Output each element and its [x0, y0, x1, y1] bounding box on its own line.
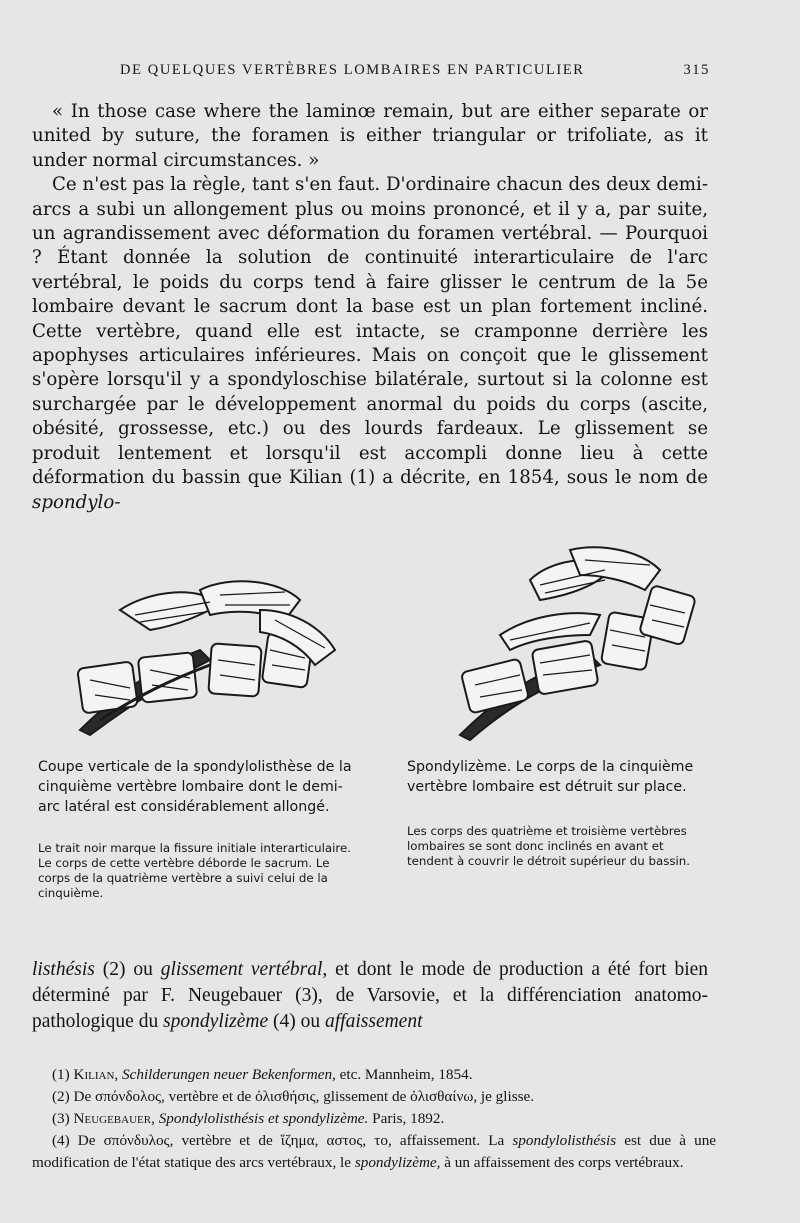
- italic-term-spondylo: spondylo-: [32, 491, 121, 513]
- quote-paragraph: « In those case where the laminœ remain, but are either separate or united by suture, the foramen is either triangular or trifoliate, as it under normal circumstances. »: [32, 101, 708, 171]
- footnote-3-number: (3): [52, 1110, 70, 1127]
- figure-spondylizeme: [440, 545, 710, 745]
- footnote-1: [32, 1064, 716, 1086]
- italic-listhesis: listhésis: [32, 959, 95, 980]
- main-paragraph: [32, 173, 708, 515]
- footnote-4-a: (4) De σπόνδυλος, vertèbre et de ἵζημα, αστος, το, affaissement. La: [52, 1132, 505, 1149]
- left-caption-main: Coupe verticale de la spondylolisthèse de la cinquième vertèbre lombaire dont le demi-arc latéral est considérablement allongé.: [38, 759, 352, 815]
- footnote-3-author: Neugebauer,: [73, 1110, 155, 1127]
- footnote-4-italic-2: spondylizème,: [354, 1154, 441, 1171]
- footnote-4-b: est due à une modification de l'état statique des arcs vertébraux, le: [32, 1132, 717, 1171]
- footnote-3: [32, 1108, 716, 1130]
- running-title: DE QUELQUES VERTÈBRES LOMBAIRES EN PARTICULIER: [120, 62, 585, 78]
- footnote-4: [32, 1130, 716, 1174]
- right-caption-sub: Les corps des quatrième et troisième vertèbres lombaires se sont donc inclinés en avant et tendent à couvrir le détroit supérieur du bassin.: [407, 824, 691, 868]
- left-caption-sub: Le trait noir marque la fissure initiale interarticulaire. Le corps de cette vertèbre déborde le sacrum. Le corps de la quatrième vertèbre a suivi celui de la cinquième.: [38, 841, 351, 900]
- text-ou-2: (4) ou: [273, 1011, 321, 1032]
- text-production: et dont le mode de production a été fort bien déterminé par F. Neugebauer (3), de Varsovie, et la différenciation anatomo-pathologique du: [32, 959, 709, 1032]
- page-number: 315: [683, 62, 710, 78]
- footnote-1-number: (1): [52, 1066, 70, 1083]
- footnote-1-title: Schilderungen neuer Bekenformen,: [122, 1066, 336, 1083]
- text-ou: (2) ou: [102, 959, 153, 980]
- footnote-3-rest: Paris, 1892.: [372, 1110, 445, 1127]
- footnote-1-author: Kilian,: [73, 1066, 119, 1083]
- italic-spondylizeme: spondylizème: [163, 1011, 269, 1032]
- body-text-bottom: [32, 957, 708, 1035]
- footnotes: [32, 1064, 716, 1174]
- running-header: [120, 62, 710, 79]
- footnote-3-title: Spondylolisthésis et spondylizème.: [158, 1110, 369, 1127]
- footnote-1-rest: etc. Mannheim, 1854.: [339, 1066, 473, 1083]
- continuation-paragraph: [32, 957, 708, 1035]
- footnote-4-italic-1: spondylolisthésis: [512, 1132, 617, 1149]
- body-text-top: [32, 100, 708, 515]
- italic-affaissement: affaissement: [325, 1011, 423, 1032]
- main-paragraph-text: Ce n'est pas la règle, tant s'en faut. D'ordinaire chacun des deux demi-arcs a subi un allongement plus ou moins prononcé, et il y a, par suite, un agrandissement avec déformation du foramen vertébral. — Pourquoi ? Étant donnée la solution de continuité interarticulaire de l'arc vertébral, le poids du corps tend à faire glisser le centrum de la 5e lombaire devant le sacrum dont la base est un plan fortement incliné. Cette vertèbre, quand elle est intacte, se cramponne derrière les apophyses articulaires inférieures. Mais on conçoit que le glissement s'opère lorsqu'il y a spondyloschise bilatérale, surtout si la colonne est surchargée par le développement anormal du poids du corps (ascite, obésité, grossesse, etc.) ou des lourds fardeaux. Le glissement se produit lentement et lorsqu'il est accompli donne lieu à cette déformation du bassin que Kilian (1) a décrite, en 1854, sous le nom de: [32, 174, 708, 489]
- italic-glissement: glissement vertébral,: [160, 959, 328, 980]
- figure-spondylolisthesis: [60, 570, 380, 740]
- footnote-2: (2) De σπόνδολος, vertèbre et de ὀλισθήσις, glissement de ὀλισθαίνω, je glisse.: [52, 1088, 535, 1105]
- right-caption-main: Spondylizème. Le corps de la cinquième vertèbre lombaire est détruit sur place.: [407, 759, 694, 795]
- footnote-4-c: à un affaissement des corps vertébraux.: [444, 1154, 684, 1171]
